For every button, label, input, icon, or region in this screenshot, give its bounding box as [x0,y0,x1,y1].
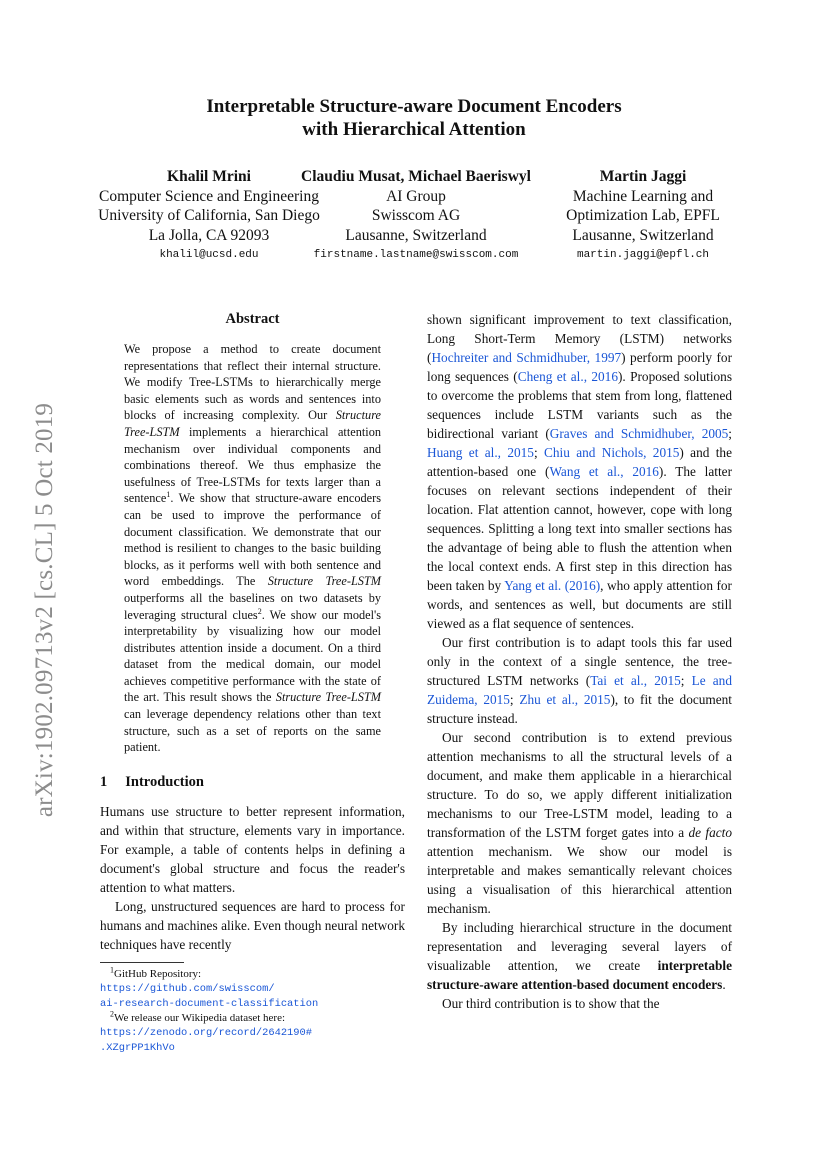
author-affiliation: University of California, San Diego [98,207,320,224]
right-paragraph-3: Our second contribution is to extend previous attention mechanisms to all the structural levels of a document, and make them applicable in a hierarchical structure. To do so, we apply different initialization mechanisms to our Tree-LSTM model, leading to a transformation of the LSTM forget gates into a de facto attention mechanism. We show our model is interpretable and makes semantically relevant choices using a visualisation of this hierarchical attention mechanism. [427,730,732,916]
citation-link[interactable]: Chiu and Nichols, 2015 [544,445,680,460]
author-email: martin.jaggi@epfl.ch [576,249,710,261]
citation-link[interactable]: Huang et al., 2015 [427,445,534,460]
author-email: firstname.lastname@swisscom.com [313,249,519,261]
abstract-text: We propose a method to create document representations that reflect their internal structure. We modify Tree-LSTMs to hierarchically merge basic elements such as words and sentences into blocks of increasing complexity. Our Structure Tree-LSTM implements a hierarchical attention mechanism over individual components and combinations thereof. We thus emphasize the usefulness of Tree-LSTMs for texts larger than a sentence$^1$. We show that structure-aware encoders can be used to improve the performance of document classification. We demonstrate that our method is resilient to changes to the basic building blocks, as it performs well with both sentence and word embeddings. The Structure Tree-LSTM outperforms all the baselines on two datasets by leveraging structural clues$^2$. We show our model's interpretability by visualizing how our model distributes attention inside a document. On a third dataset from the medical domain, our model achieves competitive performance with the state of the art. This result shows the Structure Tree-LSTM can leverage dependency relations other than text structure, such as a set of reports on the same patient. [124,342,382,755]
title-line-2: with Hierarchical Attention [302,119,526,140]
citation-link[interactable]: Zhu et al., 2015 [519,692,611,707]
right-paragraph-4: By including hierarchical structure in the document representation and leveraging several layers of visualizable attention, we create interpretable structure-aware attention-based document encoders. [427,920,732,992]
citation-link[interactable]: Yang et al. (2016) [504,578,601,593]
title-line-1: Interpretable Structure-aware Document Encoders [206,96,622,117]
author-block-3 [533,167,753,266]
arxiv-id: arXiv:1902.09713v2 [cs.CL] 5 Oct 2019 [31,402,58,818]
author-affiliation: Lausanne, Switzerland [345,226,487,244]
citation-link[interactable]: Wang et al., 2016 [549,464,659,479]
author-name: Martin Jaggi [599,168,687,185]
author-name: Claudiu Musat, Michael Baeriswyl [301,168,531,185]
author-affiliation: La Jolla, CA 92093 [148,226,270,244]
footnote-rule [100,962,184,963]
footnote-1-url[interactable]: https://github.com/swisscom/ ai-research-document-classification [100,982,319,1010]
author-name: Khalil Mrini [167,168,251,185]
citation-link[interactable]: Le and Zuidema, 2015 [427,673,732,707]
paper-title [0,95,828,141]
citation-link[interactable]: Cheng et al., 2016 [517,369,618,384]
intro-paragraph-1: Humans use structure to better represent information, and within that structure, elements vary in importance. For example, a table of contents helps in defining a document's global structure and focus the reader's attention to what matters. [100,803,405,895]
author-email: khalil@ucsd.edu [159,249,259,261]
left-column [100,310,405,1055]
footnote-1: $^1$GitHub Repository: [110,965,202,980]
footnote-ref[interactable]: 2 [257,606,262,616]
author-block-2 [290,167,542,266]
footnote-ref[interactable]: 1 [166,490,171,500]
right-paragraph-1: shown significant improvement to text classification, Long Short-Term Memory (LSTM) networks (Hochreiter and Schmidhuber, 1997) perform poorly for long sequences (Cheng et al., 2016). Proposed solutions to overcome the problems that stem from long, flattened sequences include LSTM variants such as the bidirectional variant (Graves and Schmidhuber, 2005; Huang et al., 2015; Chiu and Nichols, 2015) and the attention-based one (Wang et al., 2016). The latter focuses on relevant sections independent of their location. Flat attention cannot, however, cope with long sequences. Splitting a long text into smaller sections has the advantage of being able to flush the attention when the local context ends. A first step in this direction has been taken by Yang et al. (2016), who apply attention for words, and sentences as well, but documents are still viewed as a flat sequence of sentences. [427,312,733,631]
author-affiliation: AI Group [386,187,446,205]
footnote-2: $^2$We release our Wikipedia dataset here: [110,1009,286,1024]
author-affiliation: Lausanne, Switzerland [572,226,714,244]
intro-paragraph-2: Long, unstructured sequences are hard to process for humans and machines alike. Even though neural network techniques have recently [100,898,405,952]
right-paragraph-2: Our first contribution is to adapt tools this far used only in the context of a single sentence, the tree-structured LSTM networks (Tai et al., 2015; Le and Zuidema, 2015; Zhu et al., 2015), to fit the document structure instead. [427,635,732,726]
arxiv-stamp [30,375,60,845]
section-heading-introduction: 1 Introduction [100,773,204,790]
abstract-heading: Abstract [225,311,280,327]
author-affiliation: Computer Science and Engineering [99,187,319,205]
right-paragraph-5: Our third contribution is to show that the [442,996,660,1011]
right-column [427,310,732,1013]
footnote-2-url[interactable]: https://zenodo.org/record/2642190# .XZgrPP1KhVo [100,1026,313,1054]
author-affiliation: Machine Learning and [572,187,714,205]
citation-link[interactable]: Graves and Schmidhuber, 2005 [549,426,729,441]
author-affiliation: Swisscom AG [371,207,461,224]
author-affiliation: Optimization Lab, EPFL [566,207,720,224]
citation-link[interactable]: Hochreiter and Schmidhuber, 1997 [431,350,622,365]
citation-link[interactable]: Tai et al., 2015 [590,673,681,688]
